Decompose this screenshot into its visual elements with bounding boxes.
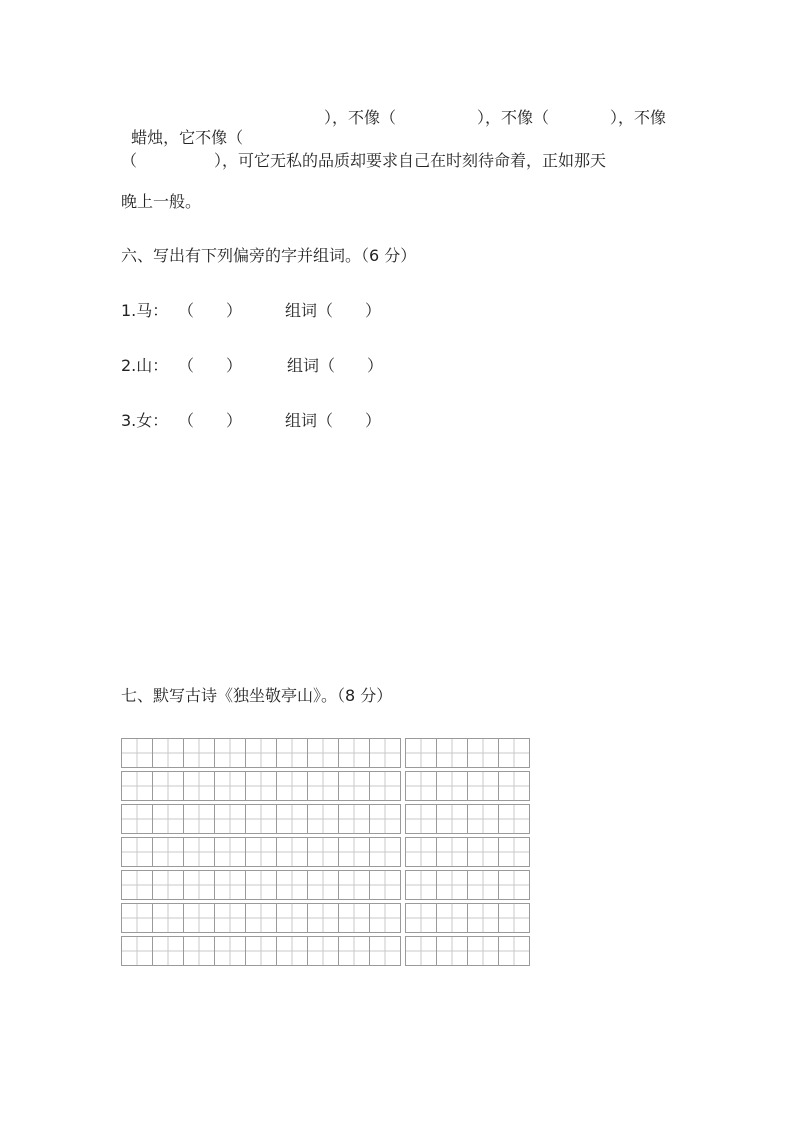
grid-cell[interactable] [245, 903, 277, 933]
grid-cell[interactable] [276, 936, 308, 966]
grid-cell[interactable] [338, 903, 370, 933]
grid-cell[interactable] [152, 738, 184, 768]
section-6-title: 六、写出有下列偏旁的字并组词。（6 分） [121, 246, 417, 265]
grid-cell[interactable] [436, 837, 468, 867]
grid-cell[interactable] [214, 870, 246, 900]
grid-cell[interactable] [467, 936, 499, 966]
grid-cell[interactable] [214, 837, 246, 867]
grid-cell[interactable] [152, 771, 184, 801]
grid-cell[interactable] [214, 738, 246, 768]
grid-cell[interactable] [369, 936, 401, 966]
grid-cell[interactable] [121, 837, 153, 867]
word-blank[interactable]: 组词（ ） [285, 301, 382, 320]
grid-cell[interactable] [245, 771, 277, 801]
grid-cell[interactable] [338, 738, 370, 768]
grid-cell[interactable] [183, 936, 215, 966]
grid-cell[interactable] [183, 738, 215, 768]
grid-cell[interactable] [152, 870, 184, 900]
grid-cell[interactable] [121, 870, 153, 900]
grid-cell[interactable] [467, 738, 499, 768]
grid-cell[interactable] [369, 870, 401, 900]
grid-cell[interactable] [307, 738, 339, 768]
grid-cell[interactable] [307, 903, 339, 933]
grid-cell[interactable] [121, 771, 153, 801]
grid-cell[interactable] [467, 804, 499, 834]
grid-cell[interactable] [121, 936, 153, 966]
grid-cell[interactable] [405, 903, 437, 933]
grid-cell[interactable] [436, 936, 468, 966]
grid-cell[interactable] [245, 738, 277, 768]
grid-cell[interactable] [245, 837, 277, 867]
grid-cell[interactable] [436, 870, 468, 900]
grid-cell[interactable] [276, 870, 308, 900]
grid-cell[interactable] [405, 837, 437, 867]
grid-cell[interactable] [369, 738, 401, 768]
grid-cell[interactable] [467, 771, 499, 801]
grid-cell[interactable] [307, 936, 339, 966]
grid-cell[interactable] [405, 771, 437, 801]
grid-cell[interactable] [369, 771, 401, 801]
grid-cell[interactable] [183, 837, 215, 867]
grid-cell[interactable] [467, 837, 499, 867]
grid-cell[interactable] [276, 837, 308, 867]
grid-cell[interactable] [338, 771, 370, 801]
answer-blank[interactable]: （ ） [178, 356, 243, 375]
grid-cell[interactable] [436, 804, 468, 834]
grid-cell[interactable] [405, 870, 437, 900]
passage-line-1 [121, 108, 243, 148]
grid-cell[interactable] [121, 738, 153, 768]
answer-blank[interactable]: （ ） [178, 411, 243, 430]
grid-cell[interactable] [152, 903, 184, 933]
grid-cell[interactable] [214, 771, 246, 801]
grid-cell[interactable] [152, 804, 184, 834]
grid-cell[interactable] [152, 936, 184, 966]
grid-cell[interactable] [436, 903, 468, 933]
grid-cell[interactable] [405, 804, 437, 834]
grid-cell[interactable] [436, 738, 468, 768]
word-blank[interactable]: 组词（ ） [287, 356, 384, 375]
grid-cell[interactable] [467, 903, 499, 933]
grid-cell[interactable] [369, 804, 401, 834]
grid-cell[interactable] [405, 738, 437, 768]
grid-cell[interactable] [307, 870, 339, 900]
grid-cell[interactable] [276, 903, 308, 933]
grid-cell[interactable] [498, 804, 530, 834]
grid-cell[interactable] [307, 837, 339, 867]
grid-row [121, 837, 549, 867]
grid-cell[interactable] [498, 870, 530, 900]
passage-text: ），不像（ [477, 108, 550, 127]
grid-cell[interactable] [369, 837, 401, 867]
grid-cell[interactable] [121, 903, 153, 933]
grid-cell[interactable] [338, 837, 370, 867]
grid-cell[interactable] [183, 771, 215, 801]
item-label: 2.山： [121, 356, 169, 375]
answer-blank[interactable]: （ ） [178, 301, 243, 320]
grid-cell[interactable] [307, 771, 339, 801]
word-blank[interactable]: 组词（ ） [285, 411, 382, 430]
grid-cell[interactable] [436, 771, 468, 801]
grid-cell[interactable] [498, 903, 530, 933]
grid-cell[interactable] [245, 936, 277, 966]
grid-cell[interactable] [498, 936, 530, 966]
grid-cell[interactable] [369, 903, 401, 933]
grid-cell[interactable] [338, 936, 370, 966]
passage-text: （ [121, 151, 138, 170]
grid-cell[interactable] [498, 771, 530, 801]
grid-cell[interactable] [498, 738, 530, 768]
grid-cell[interactable] [121, 804, 153, 834]
passage-line-3: 晚上一般。 [121, 192, 202, 211]
grid-cell[interactable] [214, 903, 246, 933]
item-label: 1.马： [121, 301, 169, 320]
grid-row [121, 804, 549, 834]
grid-cell[interactable] [338, 870, 370, 900]
grid-cell[interactable] [276, 738, 308, 768]
grid-cell[interactable] [245, 870, 277, 900]
grid-row [121, 738, 549, 768]
grid-cell[interactable] [467, 870, 499, 900]
grid-cell[interactable] [276, 771, 308, 801]
grid-cell[interactable] [214, 936, 246, 966]
passage-text: ），可它无私的品质却要求自己在时刻待命着，正如那天 [214, 151, 607, 170]
grid-cell[interactable] [152, 837, 184, 867]
passage-text: ），不像（ [324, 108, 397, 127]
grid-cell[interactable] [245, 804, 277, 834]
grid-row [121, 936, 549, 966]
grid-cell[interactable] [405, 936, 437, 966]
grid-row [121, 903, 549, 933]
grid-row [121, 771, 549, 801]
grid-cell[interactable] [498, 837, 530, 867]
writing-grid[interactable] [121, 738, 549, 969]
grid-cell[interactable] [183, 804, 215, 834]
grid-cell[interactable] [338, 804, 370, 834]
passage-text: 蜡烛，它不像（ [131, 128, 244, 147]
grid-cell[interactable] [214, 804, 246, 834]
passage-text: ），不像 [610, 108, 667, 127]
grid-cell[interactable] [183, 903, 215, 933]
section-7-title: 七、默写古诗《独坐敬亭山》。（8 分） [121, 686, 393, 705]
grid-cell[interactable] [276, 804, 308, 834]
grid-cell[interactable] [183, 870, 215, 900]
grid-row [121, 870, 549, 900]
item-label: 3.女： [121, 411, 169, 430]
grid-cell[interactable] [307, 804, 339, 834]
